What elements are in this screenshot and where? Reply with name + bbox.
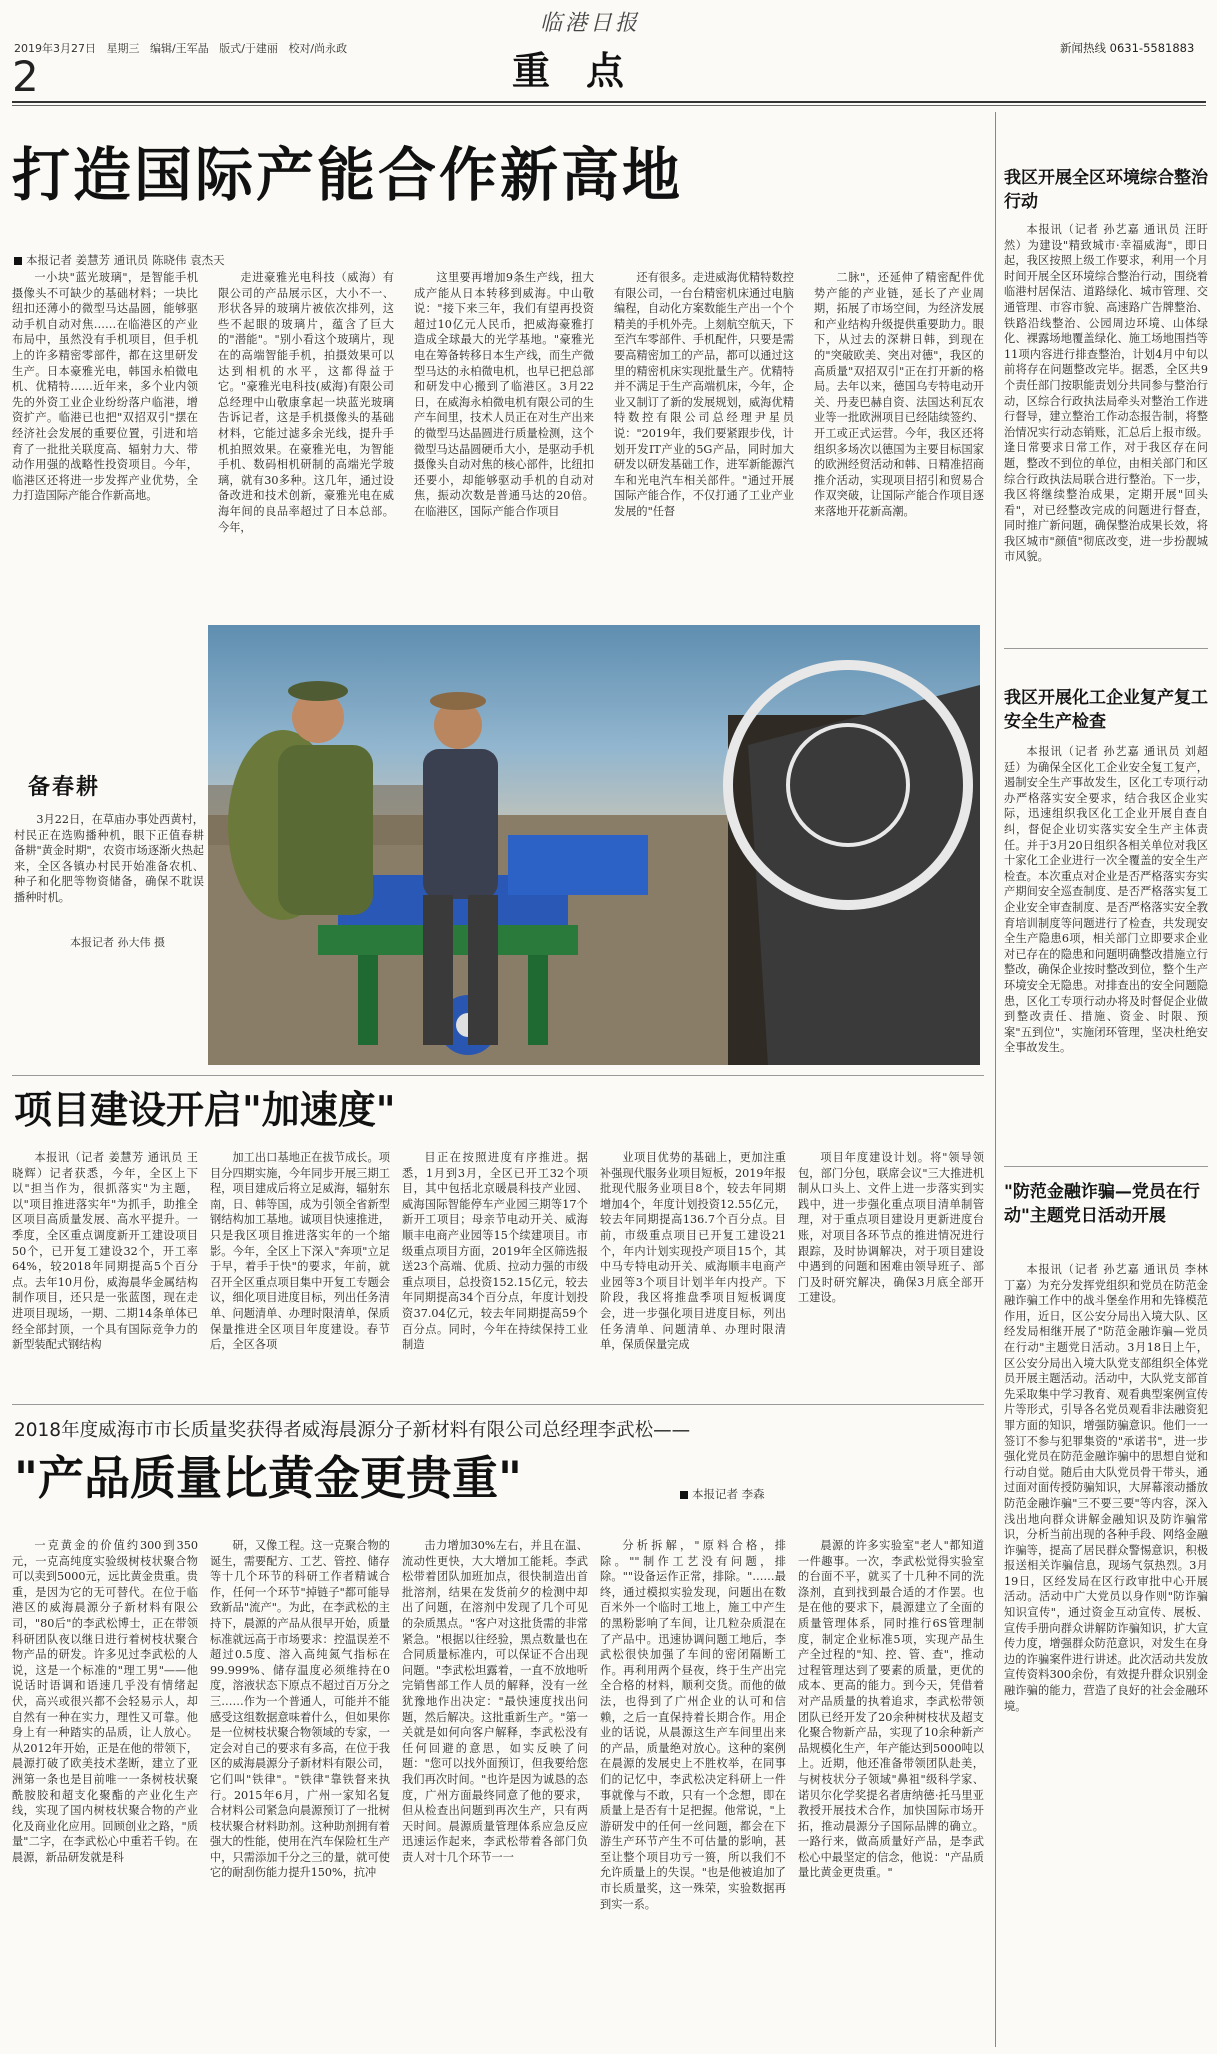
masthead-rule: [12, 101, 1206, 103]
lead-byline: 本报记者 姜慧芳 通讯员 陈晓伟 袁杰天: [14, 252, 225, 268]
quality-column-3: 击力增加30%左右，并且在温、流动性更快，大大增加工能耗。李武松带着团队加班加点，很快制造出首批溶剂，结果在发货前夕的检测中却出了问题，在溶剂中发现了几个可见的杂质黑点。"客户对这批货需的非常紧急。"根据以往经验，黑点数量也在合同质量标准内，可以保证不合出现问题。"李武松坦露着，一直不放地听完销售部工作人员的解释，没有一丝犹豫地作出决定："最快速度找出问题，然后解决。这批重新生产。"第一关就是如何向客户解释，李武松没有任何回避的意思，如实反映了问题："您可以找外面预订，但我要给您我们再次时间。"也许是因为诚恳的态度，广州方面最终同意了他的要求，但从检查出问题到再次生产，只有两天时间。晨源质量管理体系应急反应迅速运作起来，李武松带着各部门负责人对十几个环节一一: [402, 1539, 588, 1864]
lead-column-3: 这里要再增加9条生产线，扭大成产能从日本转移到威海。中山敬说："接下来三年，我们有望再投资超过10亿元人民币，把威海豪雅打造成全球最大的光学基地。"豪雅光电在筹备转移日本生产线，而生产微型马达的永柏微电机，也早已把总部和研发中心搬到了临港区。3月22日，在威海永柏微电机有限公司的生产车间里，技术人员正在对生产出来的微型马达晶圆进行质量检测，这个微型马达晶圆硬币大小，是驱动手机摄像头自动对焦的核心部件，比纽扣还要小，却能够驱动手机的自动对焦，振动次数是普通马达的20倍。在临港区，国际产能合作项目: [414, 271, 594, 518]
sidebar-brief-3-text: 本报讯（记者 孙艺嘉 通讯员 李林 丁嘉）为充分发挥党组织和党员在防范金融诈骗工作中的战斗堡垒作用和先锋模范作用，近日，区公安分局出入境大队、区经发局相继开展了"防范金融诈骗—党员在行动"主题党日活动。3月18日上午，区公安分局出入境大队党支部组织全体党员开展主题活动。活动中，大队党支部首先采取集中学习教育、观看典型案例宣传片等形式，引导各名党员观看非法融资犯罪方面的知识，增强防骗意识。他们一一签订不参与犯罪集资的"承诺书"，进一步强化党员在防范金融诈骗中的思想自觉和行动自觉。随后由大队党员骨干带头，通过面对面传授防骗知识，大屏幕滚动播放防范金融诈骗"三不要三要"等内容，深入浅出地向群众讲解金融知识及防诈骗常识，分析当前出现的各种手段、网络金融诈骗等，提高了居民群众警惕意识，积极报送相关诈骗信息，现场气氛热烈。3月19日，区经发局在区行政审批中心开展活动。活动中广大党员以身作则"防诈骗知识宣传"，通过资金互动宣传、展板、宣传手册向群众讲解防诈骗知识，扩大宣传力度，增强群众防范意识，对发生在身边的诈骗案件进行讲述。此次活动共发放宣传资料300余份，有效提升群众识别金融诈骗的能力，营造了良好的社会金融环境。: [1004, 1263, 1208, 1713]
project-column-3: 目正在按照进度有序推进。据悉，1月到3月，全区已开工32个项目，其中包括北京暖晨科技产业园、威海国际智能停车产业园三期等17个新开工项目；母亲节电动开关、威海顺丰电商产业园等15个续建项目。市级重点项目方面，2019年全区筛选报送23个高端、优质、拉动力强的市级重点项目，总投资152.15亿元，较去年同期提高34个百分点，年度计划投资37.04亿元，较去年同期提高59个百分点。同时，今年在持续保持工业制造: [402, 1151, 588, 1352]
editor-credit: 编辑/王军晶: [150, 42, 209, 55]
section-title: 重点: [512, 49, 661, 93]
lead-column-2: 走进豪雅光电科技（威海）有限公司的产品展示区，大小不一、形状各异的玻璃片被依次排列，这些不起眼的玻璃片，蕴含了巨大的"潜能"。"别小看这个玻璃片，现在的高端智能手机，拍摄效果可以达到相机的水平，这都得益于它。"豪雅光电科技(威海)有限公司总经理中山敬康拿起一块蓝光玻璃告诉记者，这是手机摄像头的基础材料，它能过滤多余光线，提升手机拍照效果。在豪雅光电，为智能手机、数码相机研制的高端光学玻璃，就有30多种。这几年，通过设备改进和技术创新，豪雅光电在威海年间的良品率超过了日本总部。今年，: [218, 271, 394, 534]
sidebar-brief-1-text: 本报讯（记者 孙艺嘉 通讯员 汪盱然）为建设"精致城市·幸福威海"，即日起，我区按照上级工作要求，利用一个月时间开展全区环境综合整治行动，围绕着临港村居保洁、道路绿化、城市管理、交通管理、市容市貌、高速路广告牌整治、铁路沿线整治、公园周边环境、山体绿化、裸露场地覆盖绿化、施工场地围挡等11项内容进行排查整治，计划4月中旬以前将存在问题整改完毕。据悉，全区共9个责任部门按职能责划分共同参与整治行动，区综合行政执法局牵头对整治工作进行督导，建立整治工作动态报告制，将整治情况实行动态销账，汇总后上报市级。逢日常要求日常工作，对于我区存在问题，整改不到位的单位，由相关部门和区综合行政执法局联合进行整治。下一步，我区将继续整治成果，定期开展"回头看"，对已经整改完成的问题进行督查，同时推广新问题，确保整治成果长效，将我区城市"颜值"彻底改变，进一步扮靓城市风貌。: [1004, 223, 1208, 564]
sidebar-brief-3-title: "防范金融诈骗—党员在行动"主题党日活动开展: [1004, 1182, 1200, 1226]
quality-column-5: 晨源的许多实验室"老人"都知道一件趣事。一次，李武松觉得实验室的台面不平，就买了十几种不同的洗涤剂，直到找到最合适的才作罢。也是在他的要求下，晨源建立了全面的质量管理体系，同时推行6S管理制度，制定企业标准5项，实现产品生产全过程的"知、控、管、查"，推动过程管理达到了要素的质量，更优的成本、更高的能力。到今天，凭借着对产品质量的执着追求，李武松带领团队已经开发了20余种树枝状及超支化聚合物新产品，实现了10余种新产品规模化生产，年产能达到5000吨以上。近期，他还准备带领团队赴美，与树枝状分子领域"鼻祖"级科学家、诺贝尔化学奖提名者唐纳德·托马里亚教授开展技术合作，加快国际市场开拓，推动晨源分子国际品牌的确立。一路行来，做高质量好产品，是李武松心中最坚定的信念，他说："产品质量比黄金更贵重。": [798, 1539, 984, 1880]
photo-illustration: [208, 625, 980, 1065]
project-headline: 项目建设开启"加速度": [14, 1088, 396, 1132]
lead-column-5: 二脉"，还延伸了精密配件优势产能的产业链，延长了产业周期，拓展了市场空间，为经济发展和产业结构升级提供重要助力。眼下，从过去的深耕日韩，到现在的"突破欧美、突出对德"，我区的高质量"双招双引"正在打开新的格局。去年以来，德国乌专特电动开关、丹麦巴赫自资、法国达利瓦农业等一批欧洲项目已经陆续签约、开工或正式运营。今年，我区还将组织多场次以德国为主要目标国家的欧洲经贸活动和韩、日精准招商推介活动，实现项目招引和贸易合作双突破，让国际产能合作项目逐来落地开花新高潮。: [814, 271, 984, 518]
masthead: [0, 0, 1217, 101]
project-top-rule: [12, 1075, 984, 1076]
project-column-4: 业项目优势的基础上，更加注重补强现代服务业项目短板，2019年报批现代服务业项目8个，较去年同期增加4个，年度计划投资12.55亿元，较去年同期提高136.7个百分点。目前，市级重点项目已开复工建设21个，年内计划实现投产项目15个，其中马专特电动开关、威海顺丰电商产业园等3个项目计划半年内投产。下阶段，我区将推盘季项目短板调度会，进一步强化项目进度目标，列出任务清单、问题清单、办理时限清单，保质保量完成: [600, 1151, 786, 1352]
photo-credit: 本报记者 孙大伟 摄: [70, 936, 165, 949]
issue-info: [14, 40, 347, 56]
sidebar-brief-1-title: 我区开展全区环境综合整治行动: [1004, 168, 1208, 212]
project-column-5: 项目年度建设计划。将"领导领包，部门分包，联席会议"三大推进机制从口头上、文件上进一步落实到实践中，进一步强化重点项目清单制管理，对于重点项目建设月更新进度台账，对项目各环节点的推进情况进行跟踪，及时协调解决，对于项目建设中遇到的问题和困难由领导班子、部门及时研究解决，确保3月底全部开工建设。: [798, 1151, 984, 1305]
sidebar-divider: [995, 112, 996, 2047]
quality-kicker: 2018年度威海市市长质量奖获得者威海晨源分子新材料有限公司总经理李武松——: [14, 1420, 691, 1441]
hotline: 新闻热线 0631-5581883: [1060, 41, 1195, 55]
lead-column-4: 还有很多。走进威海优精特数控有限公司，一台台精密机床通过电脑编程，自动化方案数能生产出一个个精美的手机外壳。上刻航空航天，下至汽车零部件、手机配件，只要是需要高精密加工的产品，都可以通过这里的精密机床实现批量生产。优精特并不满足于生产高端机床，今年，企业又制订了新的发展规划，威海优精特数控有限公司总经理尹星员说："2019年，我们要紧跟步伐，计划开发IT产业的5G产品，同时加大研发以研发基础工作，进军新能源汽车和光电汽车相关部件。"通过开展国际产能合作，不仅打通了工业产业发展的"任督: [614, 271, 794, 518]
quality-column-2: 研，又像工程。这一克聚合物的诞生，需要配方、工艺、管控、储存等十几个环节的科研工作者精诚合作，任何一个环节"掉链子"都可能导致新品"流产"。为此，在李武松的主持下，晨源的产品从很早开始，质量标准就远高于市场要求：控温误差不超过0.5度、溶入高纯氮气指标在99.999%、储存温度必须维持在0度，溶液状态下原点不超过百万分之三……作为一个普通人，可能并不能感受这组数据意味着什么，但如果你是一位树枝状聚合物领域的专家，一定会对自己的要求有多高，在位于我区的威海晨源分子新材料有限公司，它们叫"铁律"。"铁律"靠铁督来执行。2015年6月，广州一家知名复合材料公司紧急向晨源预订了一批树枝状聚合材料助剂。这种助剂拥有着强大的性能，使用在汽车保险杠生产中，只需添加千分之三的量，就可使它的耐刮伤能力提升150%，抗冲: [210, 1539, 390, 1880]
byline-marker: [14, 257, 22, 265]
issue-date: 2019年3月27日: [14, 42, 96, 55]
sidebar-brief-2-text: 本报讯（记者 孙艺嘉 通讯员 刘超廷）为确保全区化工企业安全复工复产，遏制安全生产事故发生，区化工专项行动办严格落实安全要求，结合我区企业实际，迅速组织我区化工企业开展自查自纠，督促企业切实落实安全生产主体责任。并于3月20日组织各相关单位对我区十家化工企业进行一次全覆盖的安全生产检查。本次重点对企业是否严格落实夯实产期间安全巡查制度、是否严格落实复工企业安全审查制度、是否严格落实安全教育培训制度等问题进行了检查，共发现安全生产隐患6项，相关部门立即要求企业对已存在的隐患和问题明确整改措施立行整改，确保企业按时整改到位，整个生产环境安全无隐患。对排查出的安全问题隐患，区化工专项行动办将及时督促企业做到整改责任、措施、资金、时限、预案"五到位"，实施闭环管理，坚决杜绝安全事故发生。: [1004, 745, 1208, 1055]
sidebar-brief-2-title: 我区开展化工企业复产复工安全生产检查: [1004, 688, 1208, 732]
issue-weekday: 星期三: [106, 42, 140, 55]
paper-logo: 临港日报: [540, 11, 641, 36]
page-number: 2: [12, 52, 39, 101]
spring-farming-photo: [208, 625, 980, 1065]
masthead-rule-thin: [12, 105, 1206, 106]
photo-caption-text: 3月22日，在草庙办事处西黄村，村民正在选购播种机，眼下正值春耕备耕"黄金时期"，农资市场逐渐火热起来，全区各镇办村民开始准备农机、种子和化肥等物资储备，确保不耽误播种时机。: [14, 813, 204, 904]
project-column-1: 本报讯（记者 姜慧芳 通讯员 王晓辉）记者获悉，今年，全区上下以"担当作为，很抓落实"为主题，以"项目推进落实年"为抓手，助推全区项目高质量发展、高水平提升。一季度，全区重点调度新开工建设项目50个，已开复工建设32个，开工率64%，较2018年同期提高5个百分点。去年10月份，威海晨华金属结构制作项目，还只是一张蓝图，现在走进项目现场，一期、二期14条单体已经全部封顶，一个具有国际竞争力的新型装配式钢结构: [12, 1151, 198, 1352]
byline-marker: [680, 1491, 688, 1499]
lead-column-1: 一小块"蓝光玻璃"，是智能手机摄像头不可缺少的基础材料；一块比纽扣还薄小的微型马达晶圆，能够驱动手机自动对焦……在临港区的产业布局中，虽然没有手机项目，但手机上的许多精密零部件，都在这里研发生产。日本豪雅光电，韩国永柏微电机、优精特……近年来，多个业内领先的外资工业企业纷纷落户临港，增资扩产。临港已也把"双招双引"摆在经济社会发展的重要位置，引进和培育了一批批关联度高、辐射力大、带动作用强的战略性投资项目。今年，临港区还将进一步发挥产业优势，全力打造国际产能合作新高地。: [12, 271, 198, 503]
lead-headline: 打造国际产能合作新高地: [12, 141, 684, 209]
sidebar-rule-2: [1004, 1166, 1208, 1167]
proofreader-credit: 校对/尚永政: [288, 42, 348, 55]
quality-headline: "产品质量比黄金更贵重": [14, 1451, 522, 1505]
designer-credit: 版式/于建丽: [219, 42, 278, 55]
quality-byline: 本报记者 李森: [680, 1486, 765, 1502]
quality-top-rule: [12, 1404, 984, 1405]
photo-caption-title: 备春耕: [28, 775, 101, 800]
project-column-2: 加工出口基地正在拔节成长。项目分四期实施，今年同步开展三期工程，项目建成后将立足威海，辐射东南，日、韩等国，成为引领全省新型钢结构加工基地。诚项目快速推进，只是我区项目推进落实年的一个缩影。今年，全区上下深入"奔项"立足于早，着手于快"的要求，年前，就召开全区重点项目集中开复工专题会议，细化项目进度目标，列出任务清单、问题清单、办理时限清单，保质保量推进全区项目年度建设。春节后，全区各项: [210, 1151, 390, 1352]
sidebar-rule-1: [1004, 648, 1208, 649]
quality-column-4: 分析拆解，"原料合格，排除。""制作工艺没有问题，排除。""设备运作正常，排除。"……最终，通过模拟实验发现，问题出在数百米外一个临时工地上，施工中产生的黑粉影响了车间，让几粒杂质混在了产品中。迅速协调问题工地后，李武松很快加强了车间的密闭隔断工作。再利用两个昼夜，终于生产出完全合格的材料，顺利交货。而他的做法，也得到了广州企业的认可和信赖，之后一直保持着长期合作。用企业的话说，从晨源这生产车间里出来的产品，质量绝对放心。这种的案例在晨源的发展史上不胜枚举，在同事们的记忆中，李武松决定科研上一件事就像与不敢，只有一个念想，即在质量上是否有十足把握。他常说，"上游研发中的任何一丝问题，都会在下游生产环节产生不可估量的影响，甚至让整个项目功亏一篑，所以我们不允许质量上的失误。"也是他被追加了市长质量奖，这一殊荣，实验数据再到实一系。: [600, 1539, 786, 1911]
quality-column-1: 一克黄金的价值约300到350元，一克高纯度实验级树枝状聚合物可以卖到5000元，远比黄金贵重。贵重，是因为它的无可替代。在位于临港区的威海晨源分子新材料有限公司，"80后"的李武松博士，正在带领科研团队夜以继日进行着树枝状聚合物产品的研发。许多见过李武松的人说，这是一个标准的"理工男"——他说话时语调和语速几乎没有情绪起伏，高兴或很兴都不会轻易示人，却自然有一种在实力，理性又可靠。他身上有一种踏实的品质，让人放心。从2012年开始，正是在他的带领下，晨源打破了欧美技术垄断，建立了亚洲第一条也是目前唯一一条树枝状聚酰胺胶和超支化聚酯的产业化生产线，实现了国内树枝状聚合物的产业化及商业化应用。回顾创业之路，"质量"二字，在李武松心中重若千钧。在晨源，新品研发就是科: [12, 1539, 198, 1864]
